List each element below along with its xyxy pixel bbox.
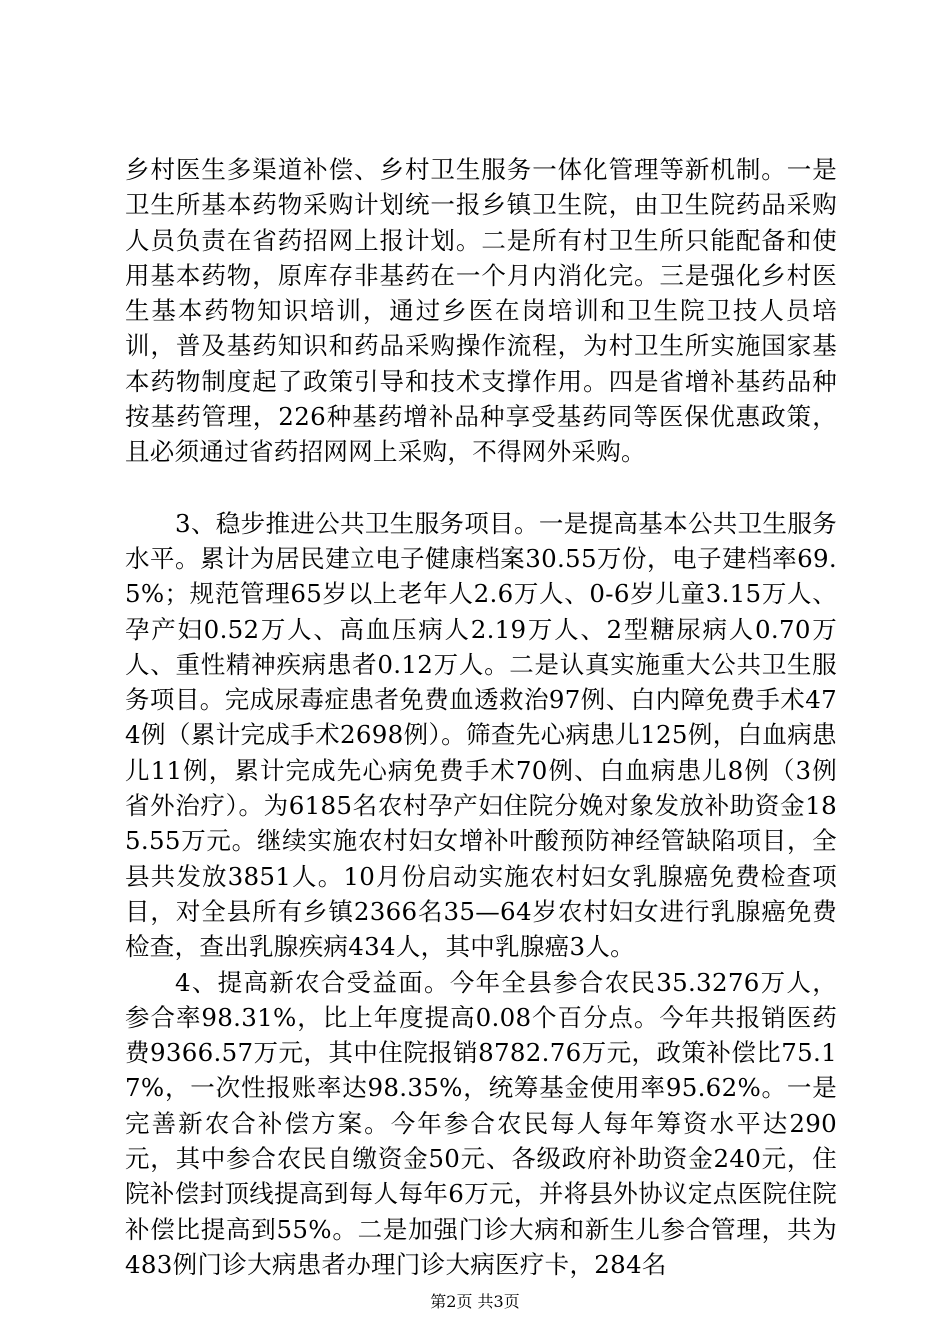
paragraph-gap bbox=[125, 470, 837, 506]
paragraph-3: 4、提高新农合受益面。今年全县参合农民35.3276万人，参合率98.31%，比上年度提高0.08个百分点。今年共报销医药费9366.57万元，其中住院报销8782.76万元，政策补偿比75.17%，一次性报账率达98.35%，统筹基金使用率95.62%。一是完善新农合补偿方案。今年参合农民每人每年筹资水平达290元，其中参合农民自缴资金50元、各级政府补助资金240元，住院补偿封顶线提高到每人每年6万元，并将县外协议定点医院住院补偿比提高到55%。二是加强门诊大病和新生儿参合管理，共为483例门诊大病患者办理门诊大病医疗卡，284名 bbox=[125, 967, 837, 1279]
document-body bbox=[125, 152, 837, 1282]
page-number-footer: 第2页 共3页 bbox=[430, 1292, 520, 1311]
paragraph-2: 3、稳步推进公共卫生服务项目。一是提高基本公共卫生服务水平。累计为居民建立电子健康档案30.55万份，电子建档率69.5%；规范管理65岁以上老年人2.6万人、0-6岁儿童3.15万人、孕产妇0.52万人、高血压病人2.19万人、2型糖尿病人0.70万人、重性精神疾病患者0.12万人。二是认真实施重大公共卫生服务项目。完成尿毒症患者免费血透救治97例、白内障免费手术474例（累计完成手术2698例）。筛查先心病患儿125例，白血病患儿11例，累计完成先心病免费手术70例、白血病患儿8例（3例省外治疗）。为6185名农村孕产妇住院分娩对象发放补助资金185.55万元。继续实施农村妇女增补叶酸预防神经管缺陷项目，全县共发放3851人。10月份启动实施农村妇女乳腺癌免费检查项目，对全县所有乡镇2366名35—64岁农村妇女进行乳腺癌免费检查，查出乳腺疾病434人，其中乳腺癌3人。 bbox=[125, 508, 837, 962]
paragraph-1: 乡村医生多渠道补偿、乡村卫生服务一体化管理等新机制。一是卫生所基本药物采购计划统一报乡镇卫生院，由卫生院药品采购人员负责在省药招网上报计划。二是所有村卫生所只能配备和使用基本药物，原库存非基药在一个月内消化完。三是强化乡村医生基本药物知识培训，通过乡医在岗培训和卫生院卫技人员培训，普及基药知识和药品采购操作流程，为村卫生所实施国家基本药物制度起了政策引导和技术支撑作用。四是省增补基药品种按基药管理，226种基药增补品种享受基药同等医保优惠政策，且必须通过省药招网网上采购，不得网外采购。 bbox=[125, 155, 837, 467]
